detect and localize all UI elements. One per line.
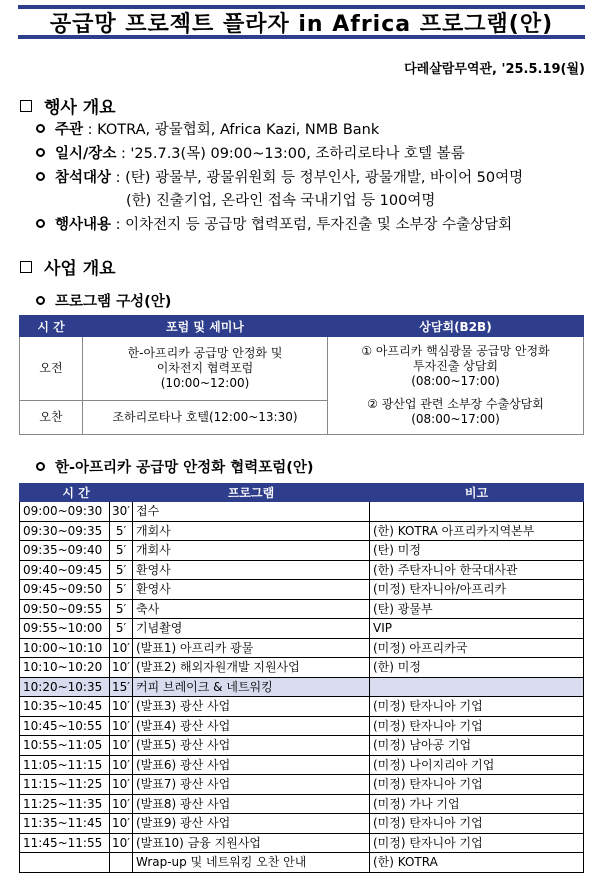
time-cell: 09:45~09:50 [20,580,110,600]
note-cell: (미정) 탄자니아 기업 [370,814,584,834]
duration-cell: 5′ [110,541,133,561]
table-header-row [20,316,584,337]
table-row [20,755,584,775]
program-cell: 접수 [133,502,370,522]
time-cell: 10:45~10:55 [20,716,110,736]
forum-schedule-table [19,483,584,873]
program-cell: (발표2) 해외자원개발 지원사업 [133,658,370,678]
table-row [20,580,584,600]
time-cell: 10:10~10:20 [20,658,110,678]
note-cell: (미정) 탄자니아/아프리카 [370,580,584,600]
note-cell: (한) KOTRA 아프리카지역본부 [370,521,584,541]
duration-cell: 5′ [110,521,133,541]
duration-cell: 15′ [110,677,133,697]
section-overview-heading: 행사 개요 [20,93,116,118]
col-header-b2b: 상담회(B2B) [328,316,584,337]
table-row [20,658,584,678]
program-structure-table [19,315,584,435]
duration-cell: 10′ [110,833,133,853]
target-item-line2: (한) 진출기업, 온라인 접속 국내기업 등 100여명 [126,193,436,209]
lunch-cell: 조하리로타나 호텔(12:00~13:30) [83,401,328,435]
time-cell: 09:00~09:30 [20,502,110,522]
duration-cell: 5′ [110,560,133,580]
time-cell: 11:45~11:55 [20,833,110,853]
note-cell: VIP [370,619,584,639]
forum-schedule-heading: 한-아프리카 공급망 안정화 협력포럼(안) [36,456,314,477]
page-title: 공급망 프로젝트 플라자 in Africa 프로그램(안) [49,11,554,37]
time-cell: 10:20~10:35 [20,677,110,697]
note-cell: (미정) 아프리카국 [370,638,584,658]
duration-cell: 10′ [110,697,133,717]
circle-bullet-icon [36,148,45,157]
program-cell: (발표9) 광산 사업 [133,814,370,834]
duration-cell: 30′ [110,502,133,522]
duration-cell [110,853,133,873]
time-cell [20,853,110,873]
table-row [20,521,584,541]
duration-cell: 5′ [110,599,133,619]
am-forum-cell: 한-아프리카 공급망 안정화 및 이차전지 협력포럼 (10:00~12:00) [83,337,328,401]
program-cell: (발표5) 광산 사업 [133,736,370,756]
col-header-time: 시 간 [20,316,83,337]
source-date: 다레살람무역관, '25.5.19(월) [404,62,585,77]
program-cell: (발표3) 광산 사업 [133,697,370,717]
program-cell: (발표10) 금융 지원사업 [133,833,370,853]
table-row [20,619,584,639]
program-cell: 개회사 [133,521,370,541]
table-row [20,560,584,580]
time-cell: 11:35~11:45 [20,814,110,834]
table-row [20,716,584,736]
program-cell: (발표8) 광산 사업 [133,794,370,814]
b2b-cell: ① 아프리카 핵심광물 공급망 안정화 투자진출 상담회 (08:00~17:00) ② 광산업 관련 소부장 수출상담회 (08:00~17:00) [328,337,584,435]
note-cell: (탄) 광물부 [370,599,584,619]
note-cell: (미정) 나이지리아 기업 [370,755,584,775]
time-cell: 09:35~09:40 [20,541,110,561]
time-cell: 10:35~10:45 [20,697,110,717]
time-cell: 09:55~10:00 [20,619,110,639]
program-cell: Wrap-up 및 네트워킹 오찬 안내 [133,853,370,873]
circle-bullet-icon [36,296,45,305]
duration-cell: 10′ [110,755,133,775]
table-row [20,677,584,697]
table-header-row [20,484,584,502]
date-item: 일시/장소 : '25.7.3(목) 09:00~13:00, 조하리로타나 호텔 볼룸 [36,142,465,163]
time-cell: 09:50~09:55 [20,599,110,619]
program-cell: 기념촬영 [133,619,370,639]
program-cell: (발표1) 아프리카 광물 [133,638,370,658]
program-cell: (발표7) 광산 사업 [133,775,370,795]
col-header-program: 프로그램 [133,484,370,502]
col-header-forum: 포럼 및 세미나 [83,316,328,337]
table-row-am [20,337,584,401]
note-cell: (미정) 가나 기업 [370,794,584,814]
note-cell: (한) 미정 [370,658,584,678]
note-cell: (미정) 남아공 기업 [370,736,584,756]
time-cell: 11:05~11:15 [20,755,110,775]
duration-cell: 10′ [110,775,133,795]
note-cell: (미정) 탄자니아 기업 [370,716,584,736]
duration-cell: 5′ [110,580,133,600]
target-item: 참석대상 : (탄) 광물부, 광물위원회 등 정부인사, 광물개발, 바이어 50여명 [36,166,523,187]
table-row [20,794,584,814]
program-cell: (발표6) 광산 사업 [133,755,370,775]
table-row [20,775,584,795]
program-cell: (발표4) 광산 사업 [133,716,370,736]
table-row [20,638,584,658]
square-bullet-icon [20,261,32,273]
time-cell: 11:15~11:25 [20,775,110,795]
table-row [20,697,584,717]
table-row [20,541,584,561]
time-cell: 09:40~09:45 [20,560,110,580]
table-row [20,502,584,522]
table-row [20,736,584,756]
circle-bullet-icon [36,219,45,228]
duration-cell: 5′ [110,619,133,639]
duration-cell: 10′ [110,736,133,756]
col-header-note: 비고 [370,484,584,502]
row-label-lunch: 오찬 [20,401,83,435]
time-cell: 10:55~11:05 [20,736,110,756]
duration-cell: 10′ [110,794,133,814]
content-item: 행사내용 : 이차전지 등 공급망 협력포럼, 투자진출 및 소부장 수출상담회 [36,213,512,234]
duration-cell: 10′ [110,716,133,736]
program-cell: 환영사 [133,580,370,600]
program-structure-heading: 프로그램 구성(안) [36,290,171,311]
note-cell [370,677,584,697]
note-cell [370,502,584,522]
duration-cell: 10′ [110,658,133,678]
title-banner [18,5,585,39]
program-cell: 커피 브레이크 & 네트워킹 [133,677,370,697]
note-cell: (미정) 탄자니아 기업 [370,833,584,853]
time-cell: 11:25~11:35 [20,794,110,814]
table-row [20,853,584,873]
note-cell: (한) KOTRA [370,853,584,873]
row-label-am: 오전 [20,337,83,401]
circle-bullet-icon [36,172,45,181]
section-business-heading: 사업 개요 [20,254,116,279]
circle-bullet-icon [36,462,45,471]
host-item: 주관 : KOTRA, 광물협회, Africa Kazi, NMB Bank [36,118,379,139]
circle-bullet-icon [36,124,45,133]
table-row [20,833,584,853]
note-cell: (미정) 탄자니아 기업 [370,775,584,795]
table-row [20,814,584,834]
duration-cell: 10′ [110,814,133,834]
note-cell: (탄) 미정 [370,541,584,561]
note-cell: (한) 주탄자니아 한국대사관 [370,560,584,580]
time-cell: 10:00~10:10 [20,638,110,658]
program-cell: 축사 [133,599,370,619]
note-cell: (미정) 탄자니아 기업 [370,697,584,717]
duration-cell: 10′ [110,638,133,658]
schedule-body [20,502,584,873]
table-row [20,599,584,619]
col-header-time: 시 간 [20,484,133,502]
program-cell: 환영사 [133,560,370,580]
program-cell: 개회사 [133,541,370,561]
square-bullet-icon [20,100,32,112]
time-cell: 09:30~09:35 [20,521,110,541]
